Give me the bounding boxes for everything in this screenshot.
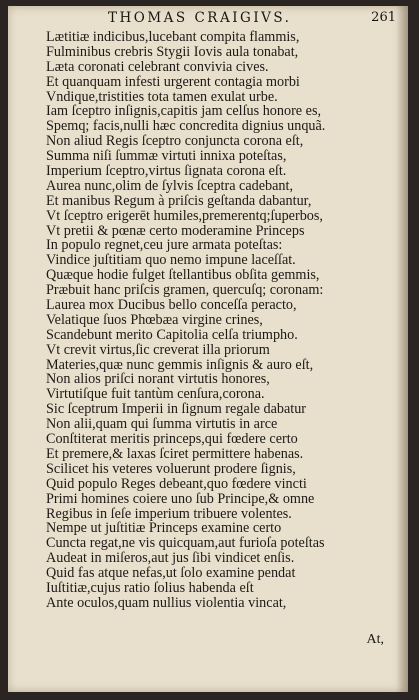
verse-line: Virtutiſque fuit tantùm cenſura,corona. xyxy=(46,387,265,403)
verse-line: Læta coronati celebrant convivia cives. xyxy=(46,59,269,75)
verse-line: Sic ſceptrum Imperii in ſignum regale dabatur xyxy=(46,402,307,418)
verse-line: Laurea mox Ducibus bello conceſſa peracto, xyxy=(46,298,297,313)
verse-line: Nempe ut juſtitiæ Princeps examine certo xyxy=(46,521,282,537)
verse-line: Vindice juſtitiam quo nemo impune laceſſat. xyxy=(46,253,296,269)
verse-line: Non alios priſci norant virtutis honores, xyxy=(46,372,270,388)
verse-line: Non aliud Regis ſceptro conjuncta corona eſt, xyxy=(46,134,304,150)
verse-line: Iam ſceptro inſignis,capitis jam celſus honore es, xyxy=(46,104,322,120)
verse-line: Ante oculos,quam nullius violentia vincat, xyxy=(46,595,287,611)
verse-line: Summa niſi ſummæ virtuti innixa poteſtas, xyxy=(46,149,287,165)
verse-line: Quid fas atque nefas,ut ſolo examine pendat xyxy=(46,566,296,581)
verse-line: In populo regnet,ceu jure armata poteſtas: xyxy=(46,238,283,254)
running-title: THOMAS CRAIGIVS. xyxy=(108,10,292,26)
verse-line: Velatique ſuos Phœbæa virgine crines, xyxy=(46,312,263,328)
verse-line: Et quanquam infesti urgerent contagia morbi xyxy=(46,74,300,90)
verse-text xyxy=(46,30,396,611)
verse-line: Et premere,& laxas ſciret permittere habenas. xyxy=(46,446,304,462)
catchword: At, xyxy=(366,632,384,647)
verse-line: Primi homines coiere uno ſub Principe,& omne xyxy=(46,491,315,507)
verse-line: Audeat in miſeros,aut jus ſibi vindicet enſis. xyxy=(46,551,295,567)
verse-line: Spemq; facis,nulli hæc concredita dignius unquã. xyxy=(46,119,326,135)
verse-line: Vt pretii & pœnæ certo moderamine Princeps xyxy=(46,223,305,239)
verse-line: Conſtiterat meritis princeps,qui fœdere certo xyxy=(46,432,298,447)
verse-line: Vt crevit virtus,ſic creverat illa priorum xyxy=(46,342,270,358)
verse-line: Vt ſceptro erigerēt humiles,premerentq;ſuperbos, xyxy=(46,208,323,224)
verse-line: Fulminibus crebris Stygii Iovis aula tonabat, xyxy=(46,44,299,60)
verse-line: Cuncta regat,ne vis quicquam,aut furioſa poteſtas xyxy=(46,536,325,552)
verse-line: Aurea nunc,olim de ſylvis ſceptra cadebant, xyxy=(46,178,294,194)
verse-line: Iuſtitiæ,cujus ratio ſolius habenda eſt xyxy=(46,580,254,596)
verse-line: Quæque hodie fulget ſtellantibus obſita gemmis, xyxy=(46,268,320,284)
book-page xyxy=(8,6,408,692)
page-number: 261 xyxy=(371,10,396,25)
verse-line: Et manibus Regum à priſcis geſtanda dabantur, xyxy=(46,193,312,209)
verse-line: Imperium ſceptro,virtus ſignata corona eſt. xyxy=(46,164,287,179)
verse-line: Præbuit hanc priſcis gramen, quercuſq; coronam: xyxy=(46,283,324,299)
verse-line: Quid populo Reges debeant,quo fœdere vincti xyxy=(46,476,307,492)
verse-line: Scandebunt merito Capitolia celſa triumpho. xyxy=(46,327,298,343)
verse-line: Materies,quæ nunc gemmis inſignis & auro eſt, xyxy=(46,357,314,373)
verse-line: Scilicet his veteres voluerunt prodere ſignis, xyxy=(46,461,296,477)
page-header xyxy=(8,10,408,28)
verse-line: Non alii,quam qui ſumma virtutis in arce xyxy=(46,417,278,433)
verse-line: Lætitiæ indicibus,lucebant compita flammis, xyxy=(46,30,300,45)
verse-line: Vndique,tristities tota tamen exulat urbe. xyxy=(46,89,278,105)
verse-line: Regibus in ſeſe imperium tribuere volentes. xyxy=(46,506,292,522)
